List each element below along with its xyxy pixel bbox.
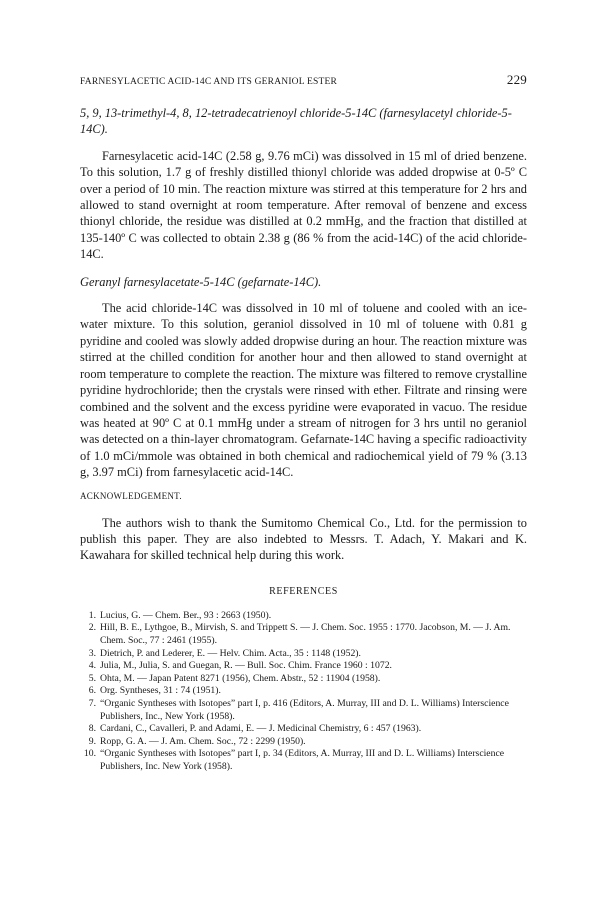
reference-text: Ropp, G. A. — J. Am. Chem. Soc., 72 : 2299 (1950). [100, 735, 306, 747]
reference-text: Hill, B. E., Lythgoe, B., Mirvish, S. and Trippett S. — J. Chem. Soc. 1955 : 1770. Jacobson, M. — J. Am. Chem. Soc., 77 : 2461 (1955). [100, 622, 511, 646]
reference-item [80, 610, 527, 623]
reference-text: Dietrich, P. and Lederer, E. — Helv. Chim. Acta., 35 : 1148 (1952). [100, 647, 361, 659]
reference-text: Ohta, M. — Japan Patent 8271 (1956), Chem. Abstr., 52 : 11904 (1958). [100, 672, 381, 684]
reference-item [80, 723, 527, 736]
reference-number: 9. [88, 735, 96, 747]
reference-number: 7. [88, 697, 96, 709]
reference-number: 5. [88, 672, 96, 684]
reference-text: Lucius, G. — Chem. Ber., 93 : 2663 (1950). [100, 609, 272, 621]
reference-number: 8. [88, 723, 96, 735]
reference-number: 10. [83, 748, 96, 760]
reference-item [80, 648, 527, 661]
reference-text: Julia, M., Julia, S. and Guegan, R. — Bull. Soc. Chim. France 1960 : 1072. [100, 660, 392, 672]
reference-number: 4. [88, 660, 96, 672]
reference-item [80, 748, 527, 773]
reference-item [80, 698, 527, 723]
section-heading-gefarnate: Geranyl farnesylacetate-5-14C (gefarnate-14C). [80, 274, 322, 289]
journal-page [80, 72, 527, 773]
reference-item [80, 660, 527, 673]
paragraph-chloride-synthesis: Farnesylacetic acid-14C (2.58 g, 9.76 mCi) was dissolved in 15 ml of dried benzene. To this solution, 1.7 g of freshly distilled thionyl chloride was added dropwise at 0-5º C over a period of 10 min. The reaction mixture was stirred at this temperature for 2 hrs and allowed to stand overnight at room temperature. After removal of benzene and excess thionyl chloride, the residue was distilled at 0.2 mmHg, and the fraction that distilled at 135-140º C was collected to obtain 2.38 g (86 % from the acid-14C) of the acid chloride-14C. [80, 148, 527, 262]
reference-number: 1. [88, 609, 96, 621]
reference-text: “Organic Syntheses with Isotopes” part I, p. 416 (Editors, A. Murray, III and D. L. Williams) Interscience Publishers, Inc., New York (1958). [100, 697, 509, 722]
reference-number: 3. [88, 647, 96, 659]
reference-number: 6. [88, 685, 96, 697]
references-heading: REFERENCES [269, 585, 338, 597]
running-head [80, 72, 527, 88]
reference-text: “Organic Syntheses with Isotopes” part I, p. 34 (Editors, A. Murray, III and D. L. Williams) Interscience Publishers, Inc. New York (1958). [100, 748, 505, 772]
page-number: 229 [506, 72, 527, 87]
reference-list [80, 610, 527, 774]
reference-item [80, 622, 527, 647]
reference-text: Cardani, C., Cavalleri, P. and Adami, E. — J. Medicinal Chemistry, 6 : 457 (1963). [100, 723, 422, 735]
running-head-title: FARNESYLACETIC ACID-14C AND ITS GERANIOL ESTER [80, 77, 337, 87]
acknowledgement-heading: ACKNOWLEDGEMENT. [80, 490, 182, 501]
reference-item [80, 685, 527, 698]
reference-text: Org. Syntheses, 31 : 74 (1951). [100, 685, 221, 697]
reference-item [80, 736, 527, 749]
section-heading-chloride: 5, 9, 13-trimethyl-4, 8, 12-tetradecatrienoyl chloride-5-14C (farnesylacetyl chloride-5-14C). [80, 106, 512, 137]
acknowledgement-text: The authors wish to thank the Sumitomo Chemical Co., Ltd. for the permission to publish this paper. They are also indebted to Messrs. T. Adach, Y. Makari and K. Kawahara for skilled technical help during this work. [80, 515, 527, 563]
paragraph-gefarnate-synthesis: The acid chloride-14C was dissolved in 10 ml of toluene and cooled with an ice-water mixture. To this solution, geraniol dissolved in 10 ml of toluene with 0.81 g pyridine and cooled was slowly added dropwise during an hour. The reaction mixture was stirred at the chilled condition for another hour and then allowed to stand overnight at room temperature to complete the reaction. The mixture was filtered to remove crystalline pyridine hydrochloride; then the crystals were rinsed with ether. Filtrate and rinsing were combined and the solvent and the excess pyridine were evaporated in vacuo. The residue was heated at 90º C at 0.1 mmHg under a stream of nitrogen for 3 hrs until no geraniol was detected on a thin-layer chromatogram. Gefarnate-14C having a specific radioactivity of 1.0 mCi/mmole was obtained in both chemical and radiochemical yield of 79 % (3.13 g, 3.97 mCi) from farnesylacetic acid-14C. [80, 301, 527, 480]
reference-item [80, 673, 527, 686]
reference-number: 2. [88, 622, 96, 634]
